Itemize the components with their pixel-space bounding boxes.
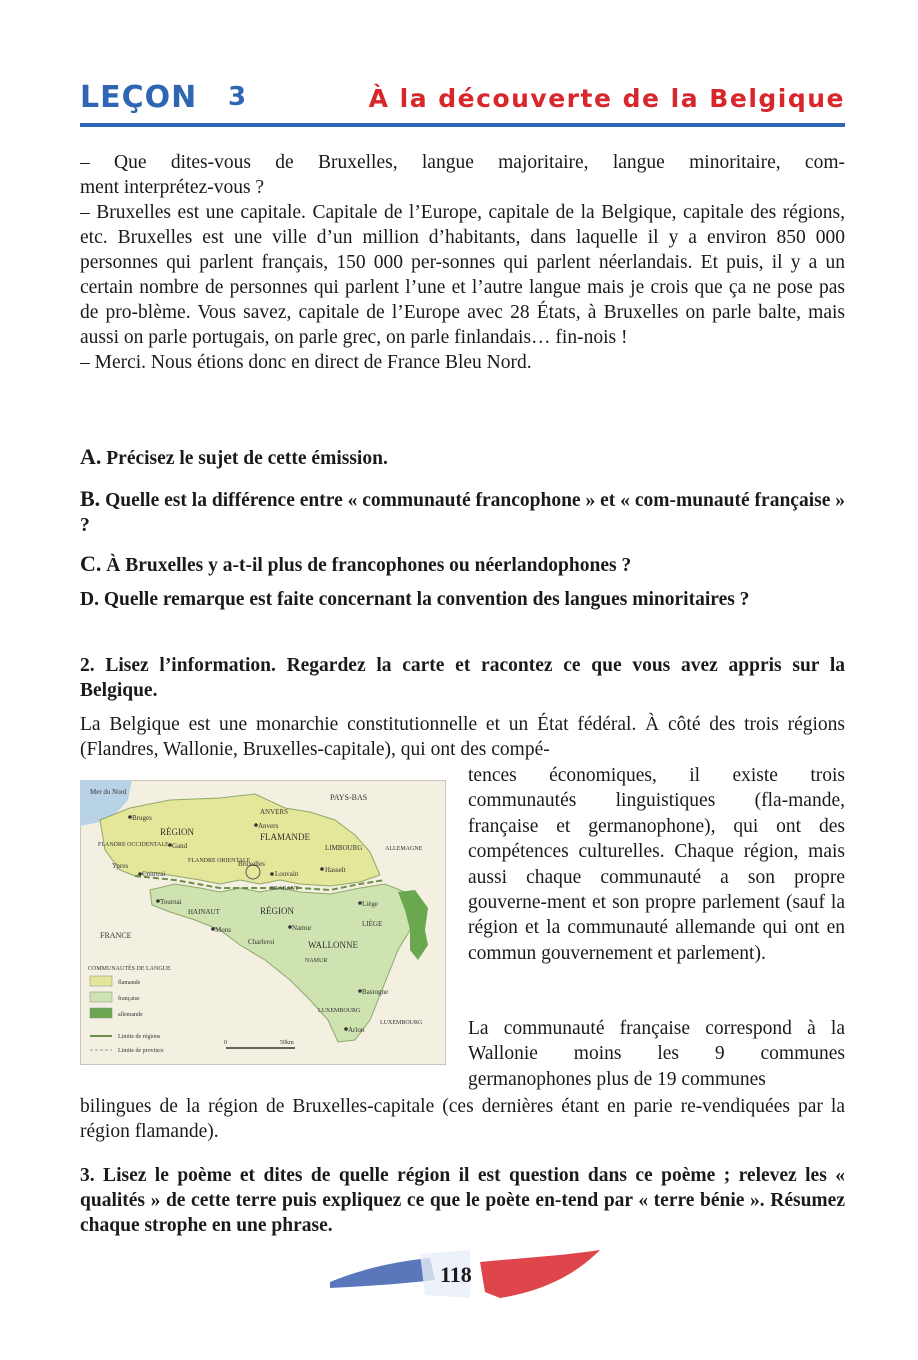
map-label-limbourg: LIMBOURG <box>325 844 363 852</box>
map-label-gand: Gand <box>172 842 188 850</box>
map-dot-gand <box>168 843 172 847</box>
belgium-map <box>80 780 446 1065</box>
map-label-liege: LIÈGE <box>362 920 383 928</box>
map-dot-louvain <box>270 872 274 876</box>
map-label-flandre-or: FLANDRE ORIENTALE <box>188 858 251 864</box>
question-b <box>80 486 845 538</box>
lesson-title: À la découverte de la Belgique <box>368 84 845 113</box>
map-scale-0: 0 <box>224 1040 227 1046</box>
dialogue-closing: – Merci. Nous étions donc en direct de France Bleu Nord. <box>80 352 532 373</box>
map-dot-bruges <box>128 815 132 819</box>
map-label-pays-bas: PAYS-BAS <box>330 793 368 802</box>
map-dot-tournai <box>156 899 160 903</box>
map-label-flamande: FLAMANDE <box>260 832 311 842</box>
map-label-luxembourg-prov: LUXEMBOURG <box>318 1008 361 1014</box>
map-legend-title: COMMUNAUTÉS DE LANGUE <box>88 966 171 972</box>
map-legend-swatch-de <box>90 1008 112 1018</box>
map-label-charleroi: Charleroi <box>248 938 275 946</box>
map-label-sea: Mer du Nord <box>90 788 127 796</box>
exercise-3-instruction: 3. Lisez le poème et dites de quelle région il est question dans ce poème ; relevez les « qualités » de cette terre puis expliquez ce que le poète en-tend par « terre bénie ». Résumez chaque strophe en une phrase. <box>80 1165 845 1236</box>
exercise-2-wrapped: tences économiques, il existe trois communautés linguistiques (fla-mande, française et germanophone), qui ont des compétences culturelles. Chaque région, mais aussi chaque communauté a son propre gouverne-ment et son propre parlement (sauf la région et la communauté allemande qui ont en commun gouvernement et parlement). <box>468 765 845 964</box>
map-dot-hasselt <box>320 867 324 871</box>
exercise-2-wrapped2: La communauté française correspond à la Wallonie moins les 9 communes germanophones plus de 19 communes <box>468 1018 845 1090</box>
map-label-region-w: RÉGION <box>260 906 294 916</box>
map-dot-anvers <box>254 823 258 827</box>
map-label-arlon: Arlon <box>348 1026 365 1034</box>
question-a <box>80 444 845 471</box>
swoosh-red <box>480 1250 600 1298</box>
map-dot-bastogne <box>358 989 362 993</box>
question-a-letter: A. <box>80 444 102 469</box>
exercise-2-intro: La Belgique est une monarchie constitutionnelle et un État fédéral. À côté des trois régions (Flandres, Wallonie, Bruxelles-capitale), qui ont des compé- <box>80 714 845 760</box>
map-legend-fr: française <box>118 996 140 1002</box>
map-label-namur-city: Namur <box>292 924 312 932</box>
map-label-anvers-prov: ANVERS <box>260 808 289 816</box>
map-label-luxembourg: LUXEMBOURG <box>380 1020 423 1026</box>
question-c-letter: C. <box>80 551 102 576</box>
map-dot-arlon <box>344 1027 348 1031</box>
map-dot-liege <box>358 901 362 905</box>
map-label-bruxelles: Bruxelles <box>238 860 265 868</box>
map-legend-swatch-fr <box>90 992 112 1002</box>
exercise-2-instruction: 2. Lisez l’information. Regardez la carte et racontez ce que vous avez appris sur la Belgique. <box>80 655 845 701</box>
map-label-france: FRANCE <box>100 931 132 940</box>
map-legend-fl: flamande <box>118 980 141 986</box>
map-label-allemagne: ALLEMAGNE <box>385 846 423 852</box>
map-dot-namur <box>288 925 292 929</box>
question-c-text: À Bruxelles y a-t-il plus de francophones ou néerlandophones ? <box>106 555 632 576</box>
map-label-tournai: Tournai <box>160 898 182 906</box>
map-legend-regions: Limite de régions <box>118 1034 161 1040</box>
map-label-hainaut: HAINAUT <box>188 908 220 916</box>
map-label-namur: NAMUR <box>305 958 328 964</box>
map-label-louvain: Louvain <box>275 870 299 878</box>
header-rule <box>80 123 845 127</box>
map-label-brabant: BRABANT <box>270 886 299 892</box>
map-label-region-fl: RÉGION <box>160 827 194 837</box>
map-legend-de: allemande <box>118 1012 143 1018</box>
map-label-anvers: Anvers <box>258 822 279 830</box>
page-header <box>80 80 845 128</box>
dialogue-question-line1: – Que dites-vous de Bruxelles, langue majoritaire, langue minoritaire, com- <box>80 152 845 173</box>
dialogue-answer: – Bruxelles est une capitale. Capitale de l’Europe, capitale de la Belgique, capitale des régions, etc. Bruxelles est une ville d’un million d’habitants, dans laquelle il y a environ 850 000 personnes qui parlent français, 150 000 per-sonnes qui parlent néerlandais. Et puis, il y a un certain nombre de personnes qui parlent l’une et l’autre langue mais je crois que ça ne pose pas de pro-blème. Vous savez, capitale de l’Europe avec 28 États, à Bruxelles on parle balte, mais aussi on parle portugais, on parle grec, on parle finlandais… fin-nois ! <box>80 202 845 348</box>
map-dot-mons <box>211 927 215 931</box>
question-b-text: Quelle est la différence entre « communauté francophone » et « com-munauté française » ? <box>80 490 845 536</box>
question-d: D. Quelle remarque est faite concernant la convention des langues minoritaires ? <box>80 589 750 610</box>
map-dot-courtrai <box>138 872 142 876</box>
dialogue-question-line2: ment interprétez-vous ? <box>80 177 265 198</box>
map-label-hasselt: Hasselt <box>325 866 346 874</box>
exercise-2-tail: bilingues de la région de Bruxelles-capitale (ces dernières étant en parie re-vendiquées par la région flamande). <box>80 1096 845 1142</box>
map-label-mons: Mons <box>215 926 231 934</box>
map-legend-swatch-fl <box>90 976 112 986</box>
map-label-bastogne: Bastogne <box>362 988 389 996</box>
dialogue-block <box>80 150 845 375</box>
map-label-ypres: Ypres <box>112 862 129 870</box>
swoosh-blue <box>330 1258 435 1288</box>
map-label-wallonne: WALLONNE <box>308 940 358 950</box>
map-label-courtrai: Courtrai <box>142 870 166 878</box>
page-number: 118 <box>440 1262 472 1287</box>
lesson-number: 3 <box>228 82 247 112</box>
question-b-letter: B. <box>80 486 101 511</box>
question-c <box>80 551 845 578</box>
question-a-text: Précisez le sujet de cette émission. <box>106 448 388 469</box>
map-label-liege-city: Liège <box>362 900 378 908</box>
map-scale-50: 50km <box>280 1040 294 1046</box>
map-label-flandre-occ: FLANDRE OCCIDENTALE <box>98 842 169 848</box>
lesson-label: LEÇON <box>80 80 198 115</box>
map-label-bruges: Bruges <box>132 814 152 822</box>
map-legend-provinces: Limite de province <box>118 1048 164 1054</box>
